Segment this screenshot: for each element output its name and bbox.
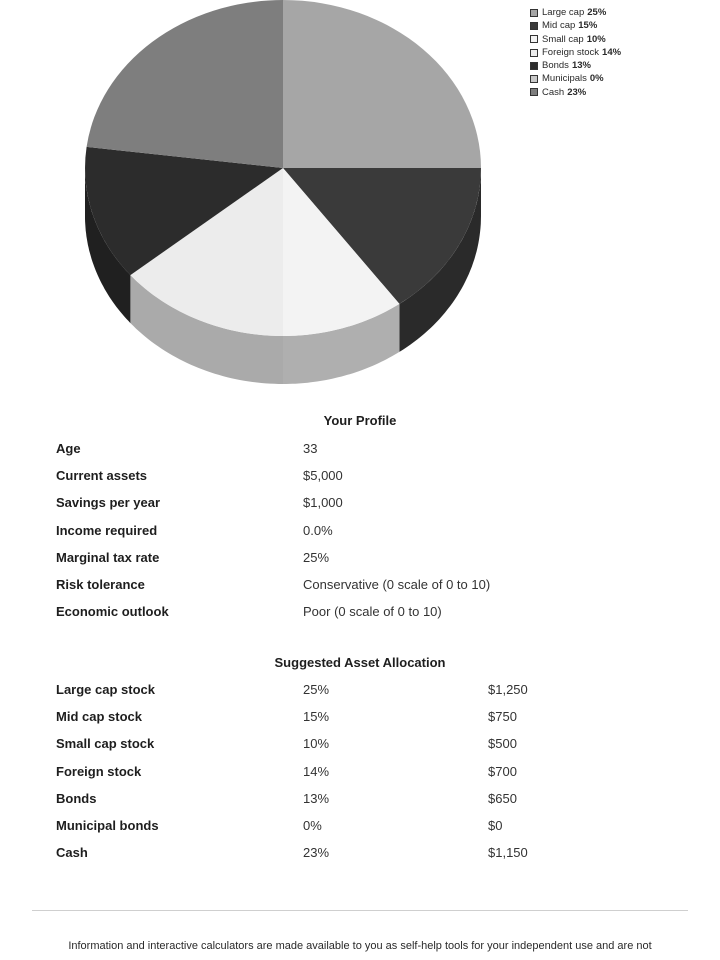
legend-item — [530, 86, 621, 99]
allocation-row — [0, 682, 720, 709]
profile-label: Current assets — [56, 468, 148, 484]
legend-label: Cash — [542, 86, 565, 98]
legend-swatch — [530, 9, 538, 17]
profile-label: Risk tolerance — [56, 576, 145, 592]
profile-row — [0, 468, 720, 495]
legend-percent: 15% — [578, 20, 598, 32]
allocation-row — [0, 764, 720, 791]
legend-swatch — [530, 88, 538, 96]
allocation-row — [0, 791, 720, 818]
profile-table — [0, 441, 720, 631]
profile-row — [0, 441, 720, 468]
legend-label: Large cap — [542, 7, 585, 18]
profile-row — [0, 523, 720, 550]
allocation-percent: 13% — [303, 790, 330, 806]
allocation-amount: $650 — [488, 790, 517, 806]
legend-item — [530, 46, 621, 59]
allocation-label: Cash — [56, 845, 88, 861]
allocation-amount: $500 — [488, 736, 517, 752]
disclaimer-text: Information and interactive calculators are made available to you as self-help tools for your independent use and are not — [68, 940, 652, 952]
profile-value: $1,000 — [303, 495, 343, 511]
allocation-row — [0, 845, 720, 872]
legend-percent: 10% — [586, 33, 606, 45]
allocation-title: Suggested Asset Allocation — [274, 655, 446, 670]
legend-swatch — [530, 75, 538, 83]
profile-value: Poor (0 scale of 0 to 10) — [303, 604, 442, 620]
legend-swatch — [530, 62, 538, 70]
allocation-label: Municipal bonds — [56, 817, 159, 833]
allocation-amount: $1,150 — [488, 845, 528, 861]
legend-item — [530, 72, 621, 85]
allocation-percent: 23% — [303, 845, 330, 861]
legend-percent: 14% — [602, 46, 622, 58]
legend-label: Mid cap — [542, 20, 576, 32]
profile-value: $5,000 — [303, 468, 343, 484]
allocation-percent: 15% — [303, 709, 330, 725]
profile-value: 0.0% — [303, 522, 333, 538]
legend-item — [530, 6, 621, 19]
legend-label: Municipals — [542, 73, 587, 85]
allocation-amount: $1,250 — [488, 682, 528, 697]
legend-item — [530, 19, 621, 32]
profile-label: Savings per year — [56, 495, 161, 511]
allocation-table — [0, 682, 720, 872]
allocation-row — [0, 818, 720, 845]
legend-swatch — [530, 22, 538, 30]
allocation-row — [0, 709, 720, 736]
allocation-label: Mid cap stock — [56, 709, 142, 725]
profile-value: Conservative (0 scale of 0 to 10) — [303, 576, 491, 592]
allocation-percent: 0% — [303, 817, 322, 833]
allocation-label: Foreign stock — [56, 763, 142, 779]
legend-percent: 25% — [587, 7, 607, 18]
allocation-percent: 14% — [303, 763, 330, 779]
allocation-amount: $750 — [488, 709, 517, 725]
allocation-row — [0, 736, 720, 763]
profile-row — [0, 550, 720, 577]
legend-swatch — [530, 49, 538, 57]
profile-label: Income required — [56, 522, 158, 538]
pie-slice-cash — [87, 0, 283, 168]
profile-value: 25% — [303, 549, 330, 565]
legend-swatch — [530, 35, 538, 43]
profile-row — [0, 495, 720, 522]
legend-item — [530, 33, 621, 46]
footer-divider — [32, 910, 688, 911]
allocation-label: Small cap stock — [56, 736, 155, 752]
legend-label: Bonds — [542, 60, 569, 72]
legend-percent: 0% — [589, 73, 604, 85]
legend-label: Small cap — [542, 33, 584, 45]
profile-row — [0, 604, 720, 631]
allocation-amount: $700 — [488, 763, 517, 779]
chart-legend — [530, 6, 621, 99]
profile-value: 33 — [303, 441, 318, 456]
profile-label: Economic outlook — [56, 604, 169, 620]
allocation-label: Bonds — [56, 790, 97, 806]
profile-row — [0, 577, 720, 604]
allocation-percent: 25% — [303, 682, 330, 697]
legend-label: Foreign stock — [542, 46, 600, 58]
allocation-amount: $0 — [488, 817, 503, 833]
pie-slice-large-cap — [283, 0, 481, 168]
legend-percent: 23% — [567, 86, 587, 98]
legend-percent: 13% — [571, 60, 591, 72]
allocation-percent: 10% — [303, 736, 330, 752]
profile-label: Age — [56, 441, 81, 456]
legend-item — [530, 59, 621, 72]
profile-title: Your Profile — [323, 413, 397, 428]
profile-label: Marginal tax rate — [56, 549, 160, 565]
allocation-label: Large cap stock — [56, 682, 155, 697]
